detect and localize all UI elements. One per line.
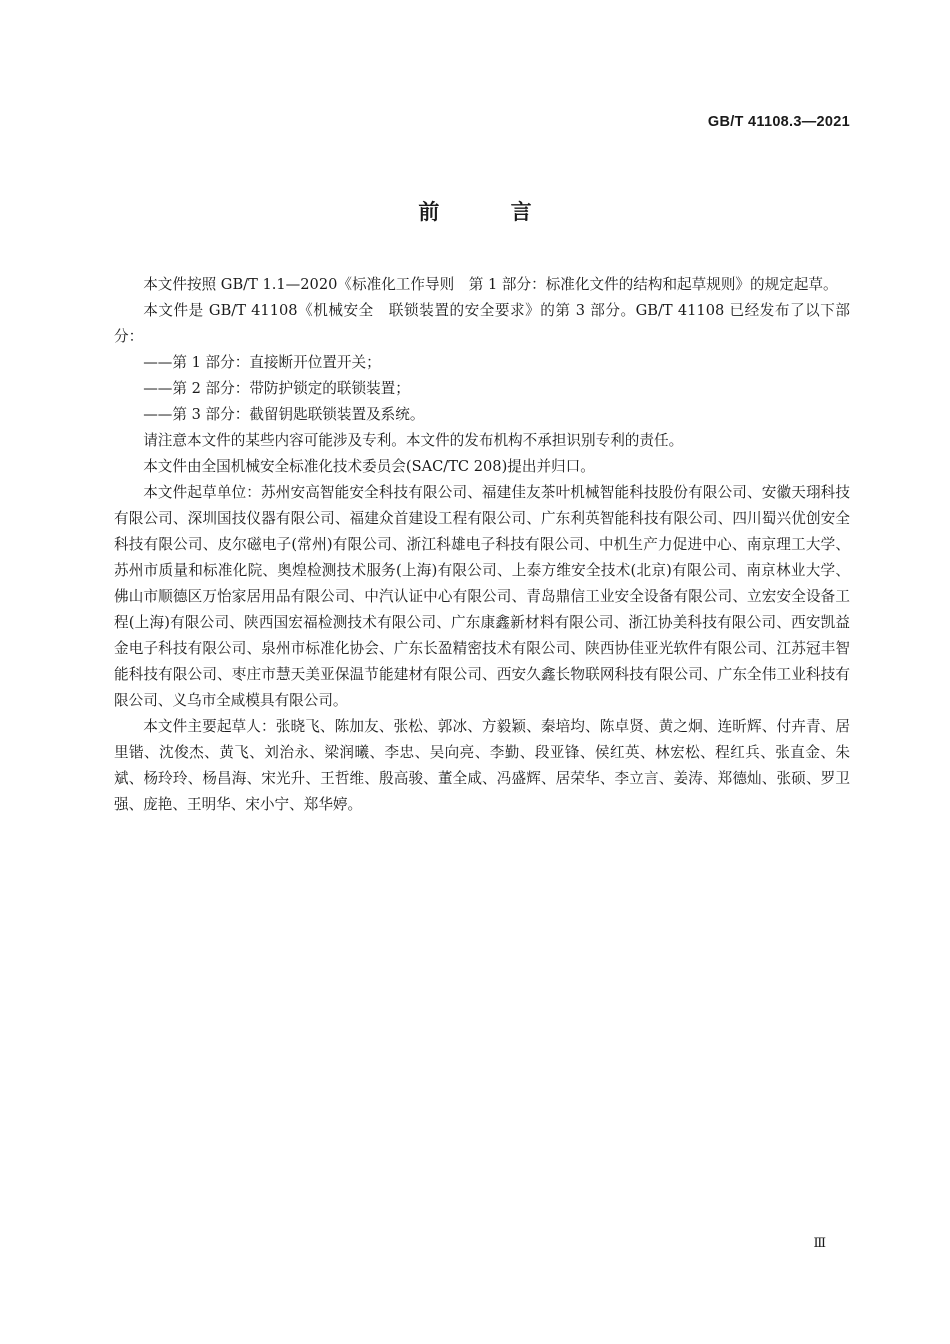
paragraph-drafters: 本文件主要起草人：张晓飞、陈加友、张松、郭冰、方毅颖、秦培均、陈卓贤、黄之炯、连昕辉、付卉青、居里锴、沈俊杰、黄飞、刘治永、梁润曦、李忠、吴向亮、李勤、段亚锋、侯红英、林宏松、程红兵、张直金、朱斌、杨玲玲、杨昌海、宋光升、王哲维、殷高骏、董全咸、冯盛辉、居荣华、李立言、姜涛、郑德灿、张硕、罗卫强、庞艳、王明华、宋小宁、郑华婷。 bbox=[114, 718, 850, 813]
paragraph-patent-notice: 请注意本文件的某些内容可能涉及专利。本文件的发布机构不承担识别专利的责任。 bbox=[143, 432, 684, 449]
list-item-part-2: ——第 2 部分：带防护锁定的联锁装置； bbox=[143, 380, 410, 397]
paragraph-drafting-rules: 本文件按照 GB/T 1.1—2020《标准化工作导则 第 1 部分：标准化文件的结构和起草规则》的规定起草。 bbox=[143, 276, 838, 293]
list-item-part-3: ——第 3 部分：截留钥匙联锁装置及系统。 bbox=[143, 406, 425, 423]
foreword-body bbox=[114, 272, 850, 818]
standard-code: GB/T 41108.3—2021 bbox=[707, 114, 850, 130]
paragraph-committee: 本文件由全国机械安全标准化技术委员会(SAC/TC 208)提出并归口。 bbox=[143, 458, 595, 475]
list-item-part-1: ——第 1 部分：直接断开位置开关； bbox=[143, 354, 381, 371]
page-number: Ⅲ bbox=[813, 1236, 826, 1251]
paragraph-drafting-units: 本文件起草单位：苏州安高智能安全科技有限公司、福建佳友茶叶机械智能科技股份有限公司、安徽天珝科技有限公司、深圳国技仪器有限公司、福建众首建设工程有限公司、广东利英智能科技有限公司、四川蜀兴优创安全科技有限公司、皮尔磁电子(常州)有限公司、浙江科雄电子科技有限公司、中机生产力促进中心、南京理工大学、苏州市质量和标准化院、奥煌检测技术服务(上海)有限公司、上泰方维安全技术(北京)有限公司、南京林业大学、佛山市顺德区万怡家居用品有限公司、中汽认证中心有限公司、青岛鼎信工业安全设备有限公司、立宏安全设备工程(上海)有限公司、陕西国宏福检测技术有限公司、广东康鑫新材料有限公司、浙江协美科技有限公司、西安凯益金电子科技有限公司、泉州市标准化协会、广东长盈精密技术有限公司、陕西协佳亚光软件有限公司、江苏冠丰智能科技有限公司、枣庄市慧天美亚保温节能建材有限公司、西安久鑫长物联网科技有限公司、广东全伟工业科技有限公司、义乌市全咸模具有限公司。 bbox=[114, 484, 850, 709]
page-title: 前 言 bbox=[418, 200, 564, 224]
paragraph-series-intro: 本文件是 GB/T 41108《机械安全 联锁装置的安全要求》的第 3 部分。GB/T 41108 已经发布了以下部分： bbox=[114, 302, 850, 345]
